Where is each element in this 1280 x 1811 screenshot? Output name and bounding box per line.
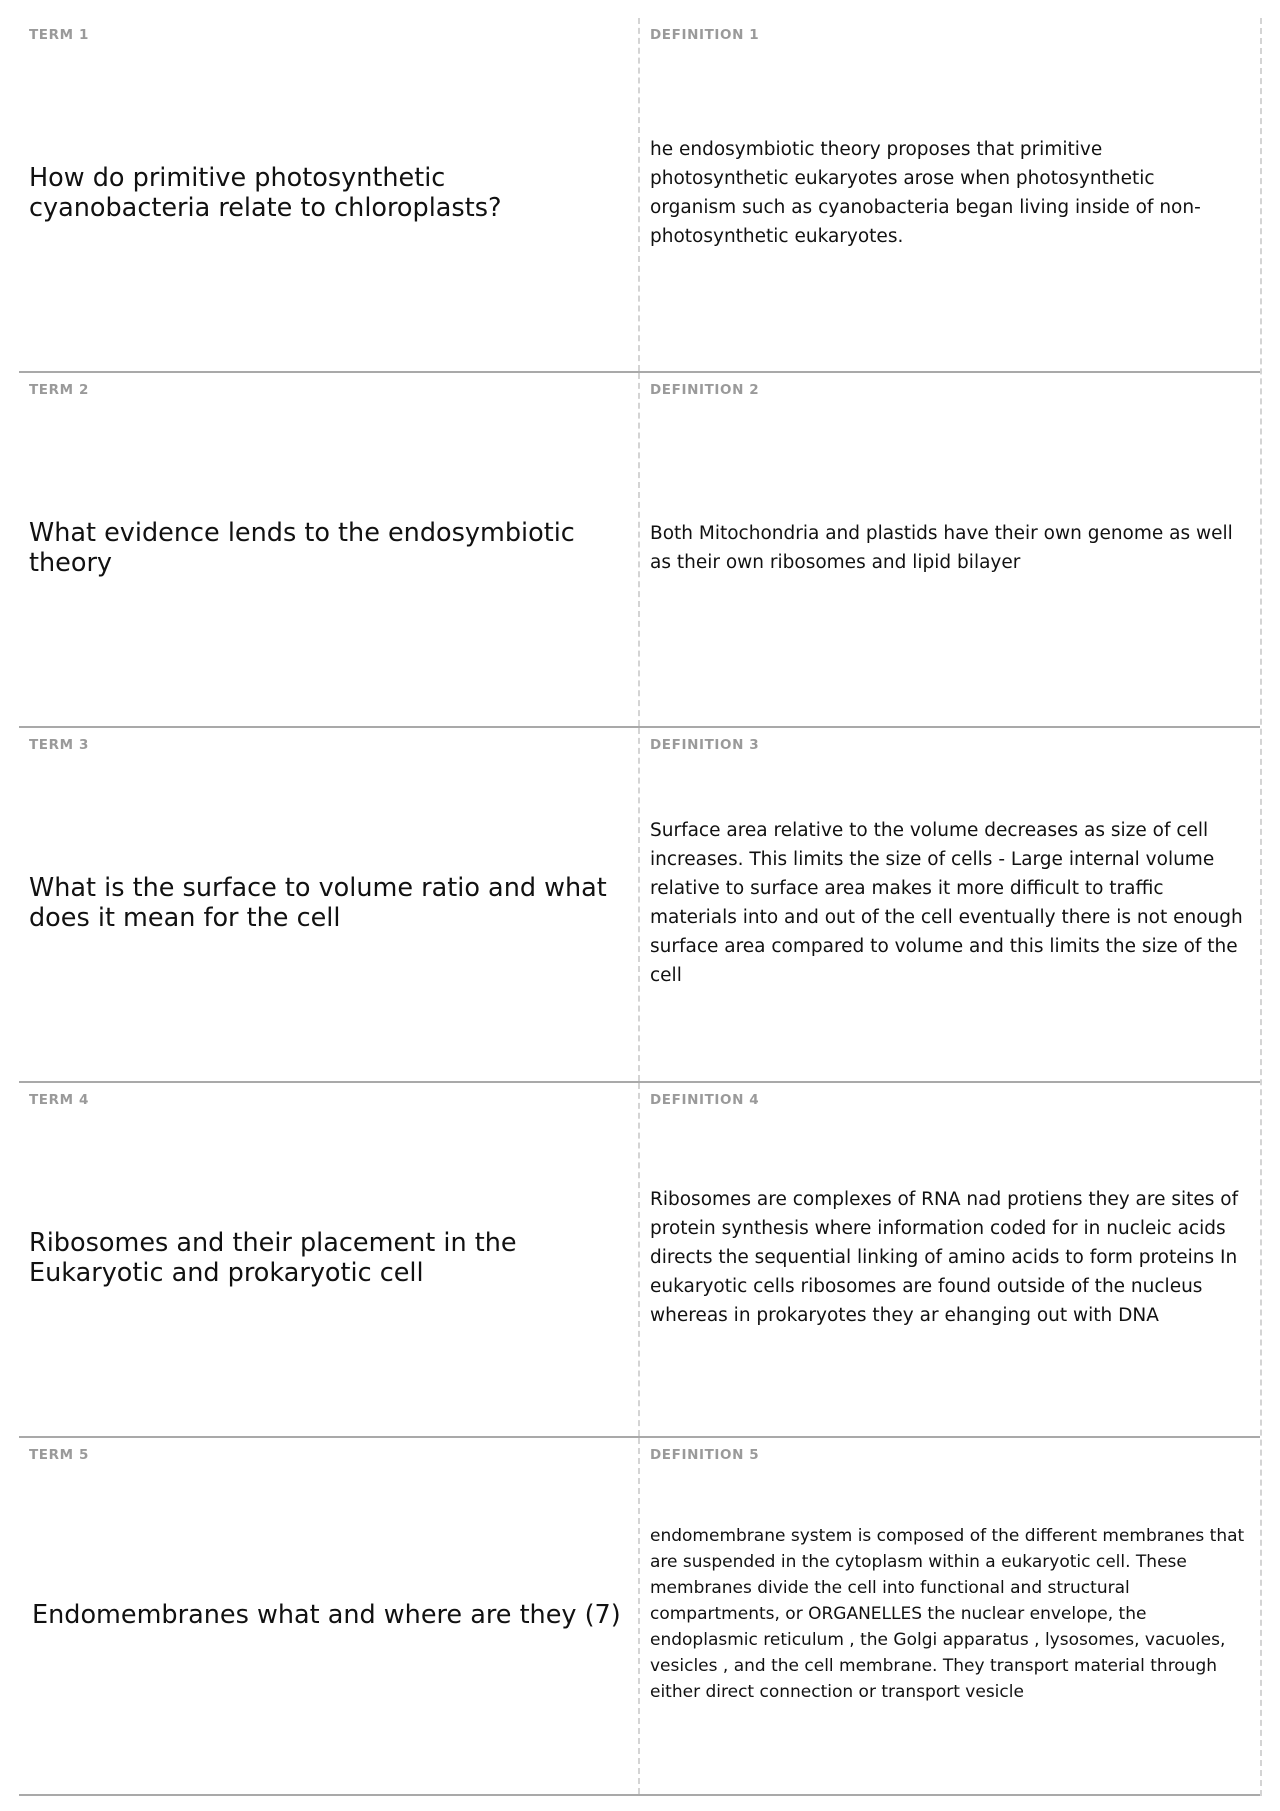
flashcard-3 (19, 728, 1260, 1083)
flashcard-1 (19, 18, 1260, 373)
flashcard-2 (19, 373, 1260, 728)
definition-text-1: he endosymbiotic theory proposes that primitive photosynthetic eukaryotes arose when photosynthetic organism such as cyanobacteria began living inside of non-photosynthetic eukaryotes. (650, 138, 1201, 247)
definition-text-4: Ribosomes are complexes of RNA nad protiens they are sites of protein synthesis where information coded for in nucleic acids directs the sequential linking of amino acids to form proteins In eukaryotic cells ribosomes are found outside of the nucleus whereas in prokaryotes they ar ehanging out with DNA (650, 1189, 1239, 1326)
definition-label-2: DEFINITION 2 (650, 382, 760, 398)
term-text-3: What is the surface to volume ratio and what does it mean for the cell (29, 873, 607, 933)
definition-cell-4 (640, 1083, 1260, 1436)
flashcard-4 (19, 1083, 1260, 1438)
term-cell-5 (19, 1438, 640, 1794)
term-label-2: TERM 2 (29, 382, 89, 398)
term-label-5: TERM 5 (29, 1447, 89, 1463)
term-label-3: TERM 3 (29, 737, 89, 753)
definition-text-5: endomembrane system is composed of the different membranes that are suspended in the cytoplasm within a eukaryotic cell. These membranes divide the cell into functional and structural compartments, or ORGANELLES the nuclear envelope, the endoplasmic reticulum , the Golgi apparatus , lysosomes, vacuoles, vesicles , and the cell membrane. They transport material through either direct connection or transport vesicle (650, 1526, 1245, 1702)
definition-text-2: Both Mitochondria and plastids have their own genome as well as their own ribosomes and lipid bilayer (650, 522, 1233, 573)
term-text-1: How do primitive photosynthetic cyanobacteria relate to chloroplasts? (29, 163, 502, 223)
flashcard-5 (19, 1438, 1260, 1796)
definition-label-4: DEFINITION 4 (650, 1092, 760, 1108)
definition-label-1: DEFINITION 1 (650, 27, 760, 43)
term-text-2: What evidence lends to the endosymbiotic theory (29, 518, 575, 578)
term-cell-3 (19, 728, 640, 1081)
term-cell-4 (19, 1083, 640, 1436)
term-text-4: Ribosomes and their placement in the Eukaryotic and prokaryotic cell (29, 1228, 517, 1288)
definition-cell-3 (640, 728, 1260, 1081)
term-label-1: TERM 1 (29, 27, 89, 43)
term-label-4: TERM 4 (29, 1092, 89, 1108)
definition-text-3: Surface area relative to the volume decreases as size of cell increases. This limits the size of cells - Large internal volume relative to surface area makes it more difficult to traffic materials into and out of the cell eventually there is not enough surface area compared to volume and this limits the size of the cell (650, 819, 1243, 986)
term-text-5: Endomembranes what and where are they (7) (32, 1599, 621, 1630)
term-cell-1 (19, 18, 640, 371)
flashcard-sheet (19, 18, 1262, 1796)
term-cell-2 (19, 373, 640, 726)
definition-label-5: DEFINITION 5 (650, 1447, 760, 1463)
definition-cell-1 (640, 18, 1260, 371)
definition-cell-5 (640, 1438, 1260, 1794)
definition-cell-2 (640, 373, 1260, 726)
definition-label-3: DEFINITION 3 (650, 737, 760, 753)
